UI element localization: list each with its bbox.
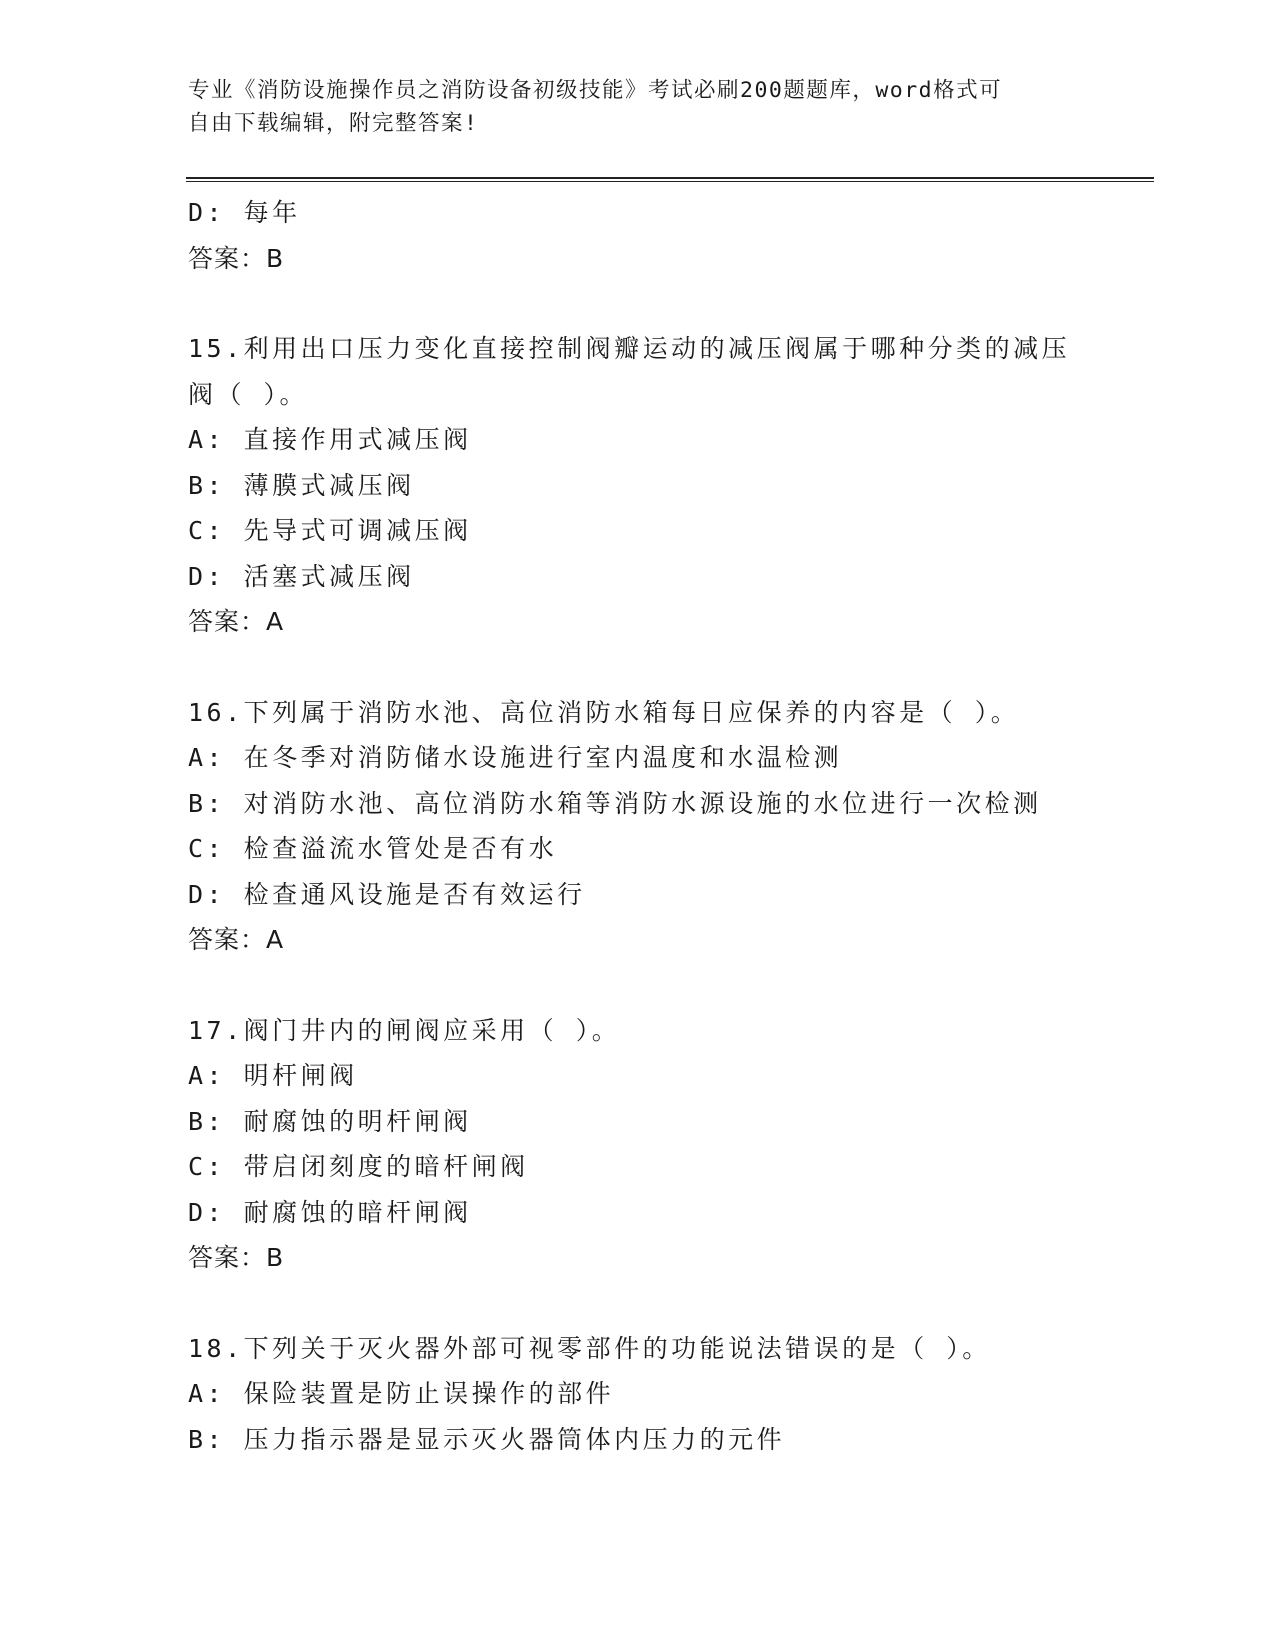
- header-line-2: 自由下载编辑，附完整答案!: [188, 111, 479, 136]
- header-line-1: 专业《消防设施操作员之消防设备初级技能》考试必刷200题题库，word格式可: [188, 78, 1003, 103]
- option-d: D: 每年: [188, 198, 301, 227]
- question-15: [188, 326, 1088, 645]
- option-b: B: 压力指示器是显示灭火器筒体内压力的元件: [188, 1424, 786, 1454]
- answer: 答案：A: [188, 607, 285, 636]
- option-b: B: 对消防水池、高位消防水箱等消防水源设施的水位进行一次检测: [188, 788, 1042, 818]
- option-c: C: 先导式可调减压阀: [188, 516, 472, 545]
- document-header: [188, 74, 1068, 140]
- document-body: [188, 190, 1088, 1462]
- question-18: [188, 1326, 1088, 1463]
- question-14-tail: [188, 190, 1088, 281]
- option-c: C: 检查溢流水管处是否有水: [188, 834, 558, 863]
- answer: 答案：A: [188, 925, 285, 954]
- option-d: D: 活塞式减压阀: [188, 561, 415, 591]
- answer: 答案：B: [188, 243, 285, 273]
- option-b: B: 薄膜式减压阀: [188, 470, 415, 500]
- answer: 答案：B: [188, 1243, 285, 1272]
- question-stem: 17.阀门井内的闸阀应采用（ ）。: [188, 1015, 621, 1045]
- question-stem: 16.下列属于消防水池、高位消防水箱每日应保养的内容是（ ）。: [188, 697, 1020, 727]
- header-divider: [186, 177, 1154, 182]
- option-a: A: 保险装置是防止误操作的部件: [188, 1379, 615, 1408]
- question-stem-continued: 阀（ ）。: [188, 379, 309, 409]
- option-c: C: 带启闭刻度的暗杆闸阀: [188, 1152, 529, 1181]
- question-17: [188, 1008, 1088, 1281]
- question-stem: 15.利用出口压力变化直接控制阀瓣运动的减压阀属于哪种分类的减压: [188, 334, 1071, 363]
- question-stem: 18.下列关于灭火器外部可视零部件的功能说法错误的是（ ）。: [188, 1333, 991, 1363]
- option-a: A: 明杆闸阀: [188, 1061, 358, 1090]
- option-a: A: 在冬季对消防储水设施进行室内温度和水温检测: [188, 743, 843, 772]
- option-d: D: 检查通风设施是否有效运行: [188, 879, 586, 909]
- option-b: B: 耐腐蚀的明杆闸阀: [188, 1106, 472, 1136]
- option-a: A: 直接作用式减压阀: [188, 425, 472, 454]
- option-d: D: 耐腐蚀的暗杆闸阀: [188, 1197, 472, 1227]
- question-16: [188, 690, 1088, 963]
